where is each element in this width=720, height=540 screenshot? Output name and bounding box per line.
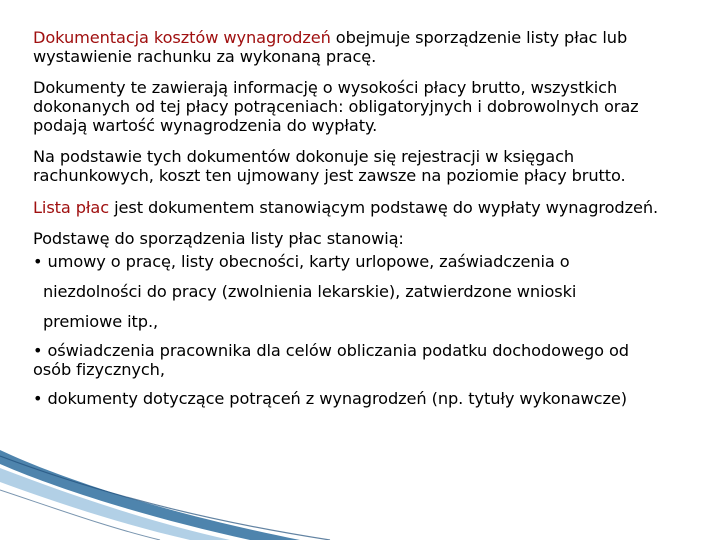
bullet-line: premiowe itp.,: [43, 312, 159, 331]
swoosh-band: [0, 468, 230, 540]
bullet-line: • oświadczenia pracownika dla celów obliczania podatku dochodowego od: [33, 341, 629, 360]
paragraph-payroll: [33, 198, 693, 217]
bullet-item: [33, 389, 693, 408]
swoosh-line: [0, 456, 330, 540]
decorative-swoosh: [0, 450, 720, 540]
bullet-line: niezdolności do pracy (zwolnienia lekarskie), zatwierdzone wnioski: [43, 282, 577, 301]
paragraph-registration: Na podstawie tych dokumentów dokonuje się rejestracji w księgach rachunkowych, koszt ten ujmowany jest zawsze na poziomie płacy brutto.: [33, 147, 626, 185]
paragraph-payroll-text: jest dokumentem stanowiącym podstawę do wypłaty wynagrodzeń.: [109, 198, 659, 217]
highlight-term-lista-plac: Lista płac: [33, 198, 110, 217]
swoosh-line: [0, 490, 160, 540]
slide-content: [33, 28, 693, 408]
bullet-line: osób fizycznych,: [33, 360, 165, 379]
bullet-item: [33, 252, 693, 331]
paragraph-basis-intro: Podstawę do sporządzenia listy płac stanowią:: [33, 229, 404, 248]
bullet-line: • dokumenty dotyczące potrąceń z wynagrodzeń (np. tytuły wykonawcze): [33, 389, 627, 408]
paragraph-definition: [33, 28, 693, 66]
highlight-term-dokumentacja: Dokumentacja kosztów wynagrodzeń: [33, 28, 331, 47]
paragraph-documents-info: Dokumenty te zawierają informację o wysokości płacy brutto, wszystkich dokonanych od tej płacy potrąceniach: obligatoryjnych i dobrowolnych oraz podają wartość wynagrodzenia do wypłaty.: [33, 78, 639, 135]
paragraph-definition-text: obejmuje sporządzenie listy płac lub wystawienie rachunku za wykonaną pracę.: [33, 28, 628, 66]
bullet-line: • umowy o pracę, listy obecności, karty urlopowe, zaświadczenia o: [33, 252, 570, 271]
swoosh-band: [0, 450, 300, 540]
bullet-item: [33, 341, 693, 379]
